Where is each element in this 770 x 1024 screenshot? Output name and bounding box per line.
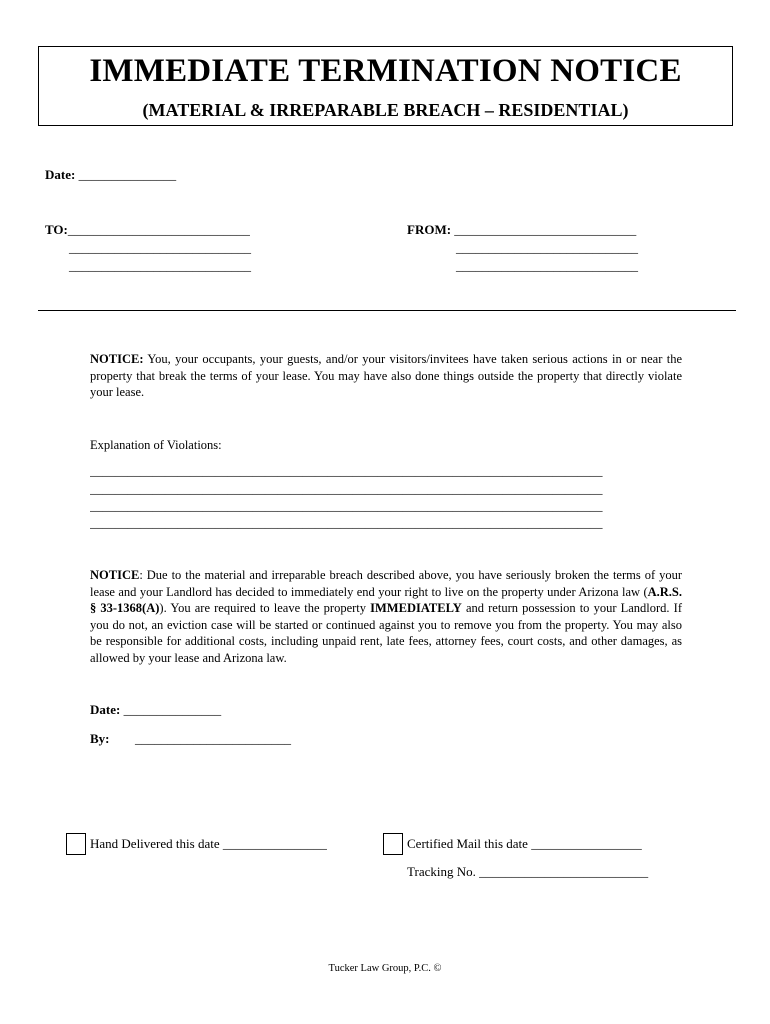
from-blank[interactable]: ____________________________ xyxy=(454,222,637,237)
date-field xyxy=(45,167,176,183)
to-line-3[interactable]: ____________________________ xyxy=(69,258,251,273)
by-label: By: xyxy=(90,731,110,746)
to-field xyxy=(45,222,250,238)
immediately-emphasis: IMMEDIATELY xyxy=(370,601,462,615)
hand-delivered-label: Hand Delivered this date xyxy=(90,836,220,851)
section-divider xyxy=(38,310,736,311)
hand-delivered-checkbox[interactable] xyxy=(66,833,86,855)
notice-2-text-c: and return possession to your Landlord. If you do not, an eviction case will be started or continued against you to remove you from the property. You may also be responsible for additional costs, including unpaid rent, late fees, attorney fees, court costs, and other damages, as allowed by your lease and Arizona law. xyxy=(90,601,683,665)
violations-label: Explanation of Violations: xyxy=(90,438,222,452)
notice-2-text-a: : Due to the material and irreparable breach described above, you have seriously broken the terms of your lease and your Landlord has decided to immediately end your right to live on the property under Arizona law ( xyxy=(90,568,682,599)
footer-copyright: Tucker Law Group, P.C. © xyxy=(328,963,442,974)
notice-1-text: You, your occupants, your guests, and/or your visitors/invitees have taken serious actions in or near the property that break the terms of your lease. You may have also done things outside the property that directly violate your lease. xyxy=(90,352,682,399)
violation-line[interactable]: __________________________________________________________________________________ xyxy=(90,516,603,530)
document-title: IMMEDIATE TERMINATION NOTICE xyxy=(89,53,682,89)
notice-paragraph-2 xyxy=(90,567,682,666)
to-line-2[interactable]: ____________________________ xyxy=(69,240,251,255)
tracking-label: Tracking No. xyxy=(407,864,476,879)
tracking-blank[interactable]: __________________________ xyxy=(479,864,649,879)
violation-line[interactable]: __________________________________________________________________________________ xyxy=(90,482,603,496)
from-field xyxy=(407,222,636,238)
hand-delivered-field xyxy=(90,836,327,852)
certified-mail-checkbox[interactable] xyxy=(383,833,403,855)
from-label: FROM: xyxy=(407,222,452,237)
signature-date-label: Date: xyxy=(90,702,121,717)
violation-line[interactable]: __________________________________________________________________________________ xyxy=(90,464,603,478)
certified-mail-field xyxy=(407,836,642,852)
by-field xyxy=(90,731,110,747)
notice-paragraph-1 xyxy=(90,351,682,401)
date-blank[interactable]: _______________ xyxy=(78,167,177,182)
statute-reference: A.R.S. § 33-1368(A) xyxy=(90,584,682,615)
to-blank[interactable]: ____________________________ xyxy=(67,222,250,237)
signature-date-blank[interactable]: _______________ xyxy=(123,702,222,717)
notice-2-label: NOTICE xyxy=(90,568,140,582)
document-subtitle: (MATERIAL & IRREPARABLE BREACH – RESIDENTIAL) xyxy=(142,100,629,120)
tracking-field xyxy=(407,864,648,880)
from-line-3[interactable]: ____________________________ xyxy=(456,258,638,273)
date-label: Date: xyxy=(45,167,76,182)
certified-mail-blank[interactable]: _________________ xyxy=(531,836,642,851)
hand-delivered-blank[interactable]: ________________ xyxy=(222,836,327,851)
signature-date-field xyxy=(90,702,221,718)
notice-2-text-b: ). You are required to leave the property xyxy=(159,601,371,615)
to-label: TO: xyxy=(45,222,68,237)
by-blank[interactable]: ________________________ xyxy=(135,731,291,746)
title-box xyxy=(38,46,733,126)
certified-mail-label: Certified Mail this date xyxy=(407,836,528,851)
notice-1-label: NOTICE: xyxy=(90,352,144,366)
from-line-2[interactable]: ____________________________ xyxy=(456,240,638,255)
violation-line[interactable]: __________________________________________________________________________________ xyxy=(90,499,603,513)
